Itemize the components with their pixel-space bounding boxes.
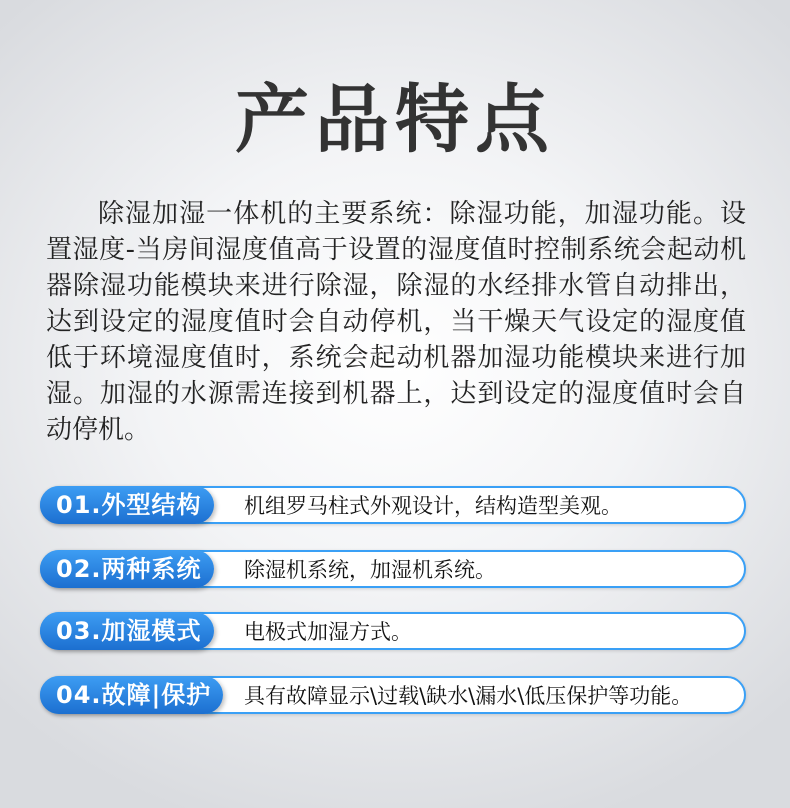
feature-label-4: 04.故障|保护: [40, 676, 223, 714]
feature-label-2: 02.两种系统: [40, 550, 214, 588]
feature-label-1: 01.外型结构: [40, 486, 214, 524]
feature-row-1: [40, 486, 746, 524]
feature-text-4: 具有故障显示\过载\缺水\漏水\低压保护等功能。: [244, 684, 693, 708]
feature-text-2: 除湿机系统，加湿机系统。: [244, 558, 496, 582]
intro-paragraph: 除湿加湿一体机的主要系统：除湿功能，加湿功能。设置湿度-当房间湿度值高于设置的湿度值时控制系统会起动机器除湿功能模块来进行除湿，除湿的水经排水管自动排出，达到设定的湿度值时会自动停机，当干燥天气设定的湿度值低于环境湿度值时，系统会起动机器加湿功能模块来进行加湿。加湿的水源需连接到机器上，达到设定的湿度值时会自动停机。: [46, 199, 746, 445]
page-title: 产品特点: [235, 77, 555, 163]
feature-row-3: [40, 612, 746, 650]
feature-text-1: 机组罗马柱式外观设计，结构造型美观。: [244, 494, 622, 518]
feature-row-4: [40, 676, 746, 714]
feature-text-3: 电极式加湿方式。: [244, 620, 412, 644]
feature-row-2: [40, 550, 746, 588]
feature-label-3: 03.加湿模式: [40, 612, 214, 650]
